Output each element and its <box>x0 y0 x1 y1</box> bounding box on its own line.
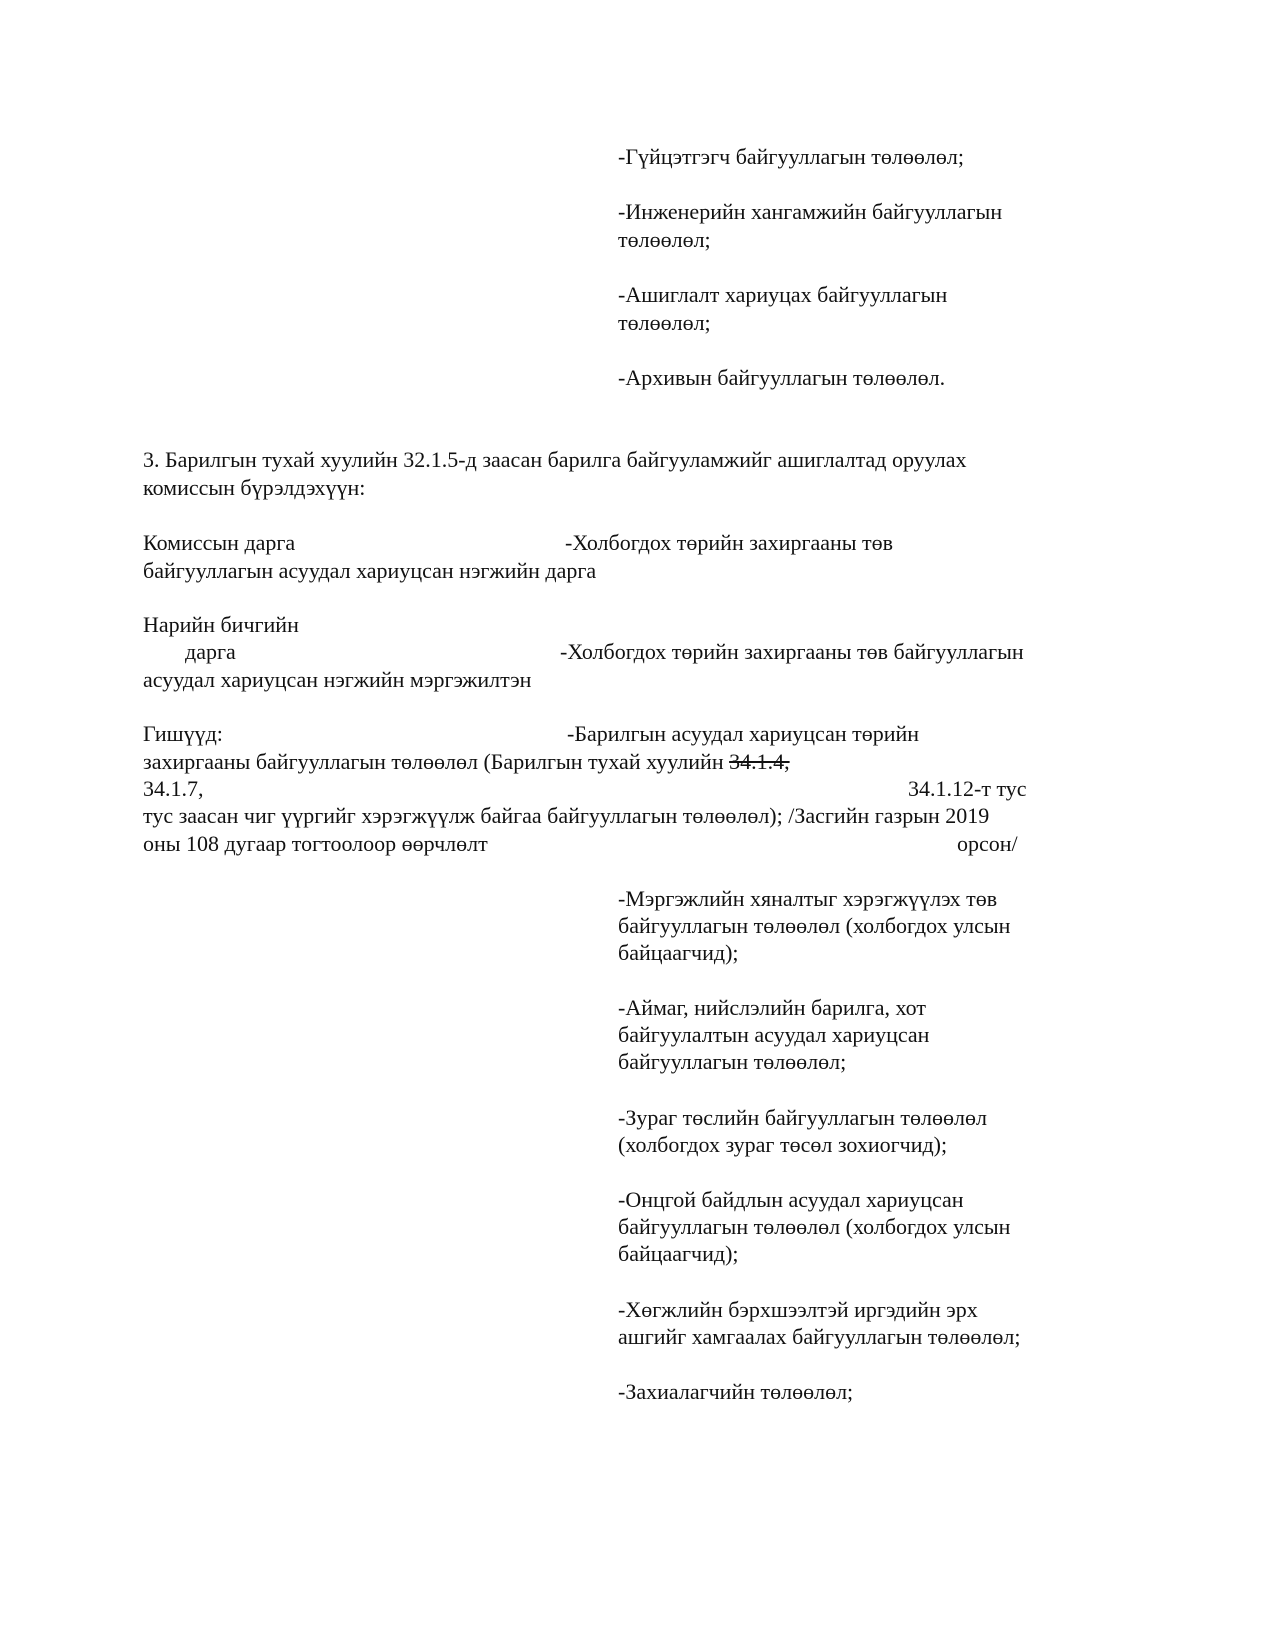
amendment-note-left: оны 108 дугаар тогтоолоор өөрчлөлт <box>143 831 488 856</box>
list-item-line: -Архивын байгууллагын төлөөлөл. <box>618 365 946 390</box>
members-ref-left: 34.1.7, <box>143 776 204 801</box>
list-item-line: -Аймаг, нийслэлийн барилга, хот <box>618 995 926 1020</box>
struck-reference: 34.1.4, <box>729 749 790 774</box>
secretary-label-cont: дарга <box>185 639 236 664</box>
list-item-line: -Захиалагчийн төлөөлөл; <box>618 1379 854 1404</box>
section-heading: 3. Барилгын тухай хуулийн 32.1.5-д заасан барилга байгууламжийг ашиглалтад оруулах <box>143 447 967 472</box>
list-item-line: төлөөлөл; <box>618 227 711 252</box>
members-ref-right: 34.1.12-т тус <box>908 776 1027 801</box>
amendment-note-right: орсон/ <box>957 831 1018 856</box>
members-desc: -Барилгын асуудал хариуцсан төрийн <box>567 721 920 746</box>
list-item-line: -Хөгжлийн бэрхшээлтэй иргэдийн эрх <box>618 1297 978 1322</box>
members-desc-text: захиргааны байгууллагын төлөөлөл (Барилгын тухай хуулийн <box>143 749 730 774</box>
list-item-line: төлөөлөл; <box>618 310 711 335</box>
list-item-line: -Мэргэжлийн хяналтыг хэрэгжүүлэх төв <box>618 886 998 911</box>
members-label: Гишүүд: <box>143 721 223 746</box>
secretary-label: Нарийн бичгийн <box>143 612 299 637</box>
list-item-line: байгууллагын төлөөлөл (холбогдох улсын <box>618 913 1011 938</box>
list-item-line: ашгийг хамгаалах байгууллагын төлөөлөл; <box>618 1324 1021 1349</box>
list-item-line: -Инженерийн хангамжийн байгууллагын <box>618 199 1003 224</box>
section-heading-cont: комиссын бүрэлдэхүүн: <box>143 475 366 500</box>
list-item-line: байцаагчид); <box>618 1241 739 1266</box>
list-item-line: байгууллагын төлөөлөл; <box>618 1049 847 1074</box>
list-item-line: -Гүйцэтгэгч байгууллагын төлөөлөл; <box>618 144 964 169</box>
secretary-desc: -Холбогдох төрийн захиргааны төв байгууллагын <box>560 639 1024 664</box>
list-item-line: -Зураг төслийн байгууллагын төлөөлөл <box>618 1105 987 1130</box>
list-item-line: -Онцгой байдлын асуудал хариуцсан <box>618 1187 964 1212</box>
chairman-desc: -Холбогдох төрийн захиргааны төв <box>565 530 894 555</box>
members-desc-line4: тус заасан чиг үүргийг хэрэгжүүлж байгаа байгууллагын төлөөлөл); /Засгийн газрын 2019 <box>143 803 990 828</box>
members-desc-line2 <box>143 748 790 776</box>
list-item-line: -Ашиглалт хариуцах байгууллагын <box>618 282 948 307</box>
list-item-line: (холбогдох зураг төсөл зохиогчид); <box>618 1132 948 1157</box>
chairman-label: Комиссын дарга <box>143 530 296 555</box>
list-item-line: байгууллагын төлөөлөл (холбогдох улсын <box>618 1214 1011 1239</box>
secretary-desc-cont: асуудал хариуцсан нэгжийн мэргэжилтэн <box>143 667 532 692</box>
list-item-line: байцаагчид); <box>618 940 739 965</box>
list-item-line: байгуулалтын асуудал хариуцсан <box>618 1022 930 1047</box>
chairman-desc-cont: байгууллагын асуудал хариуцсан нэгжийн дарга <box>143 558 597 583</box>
